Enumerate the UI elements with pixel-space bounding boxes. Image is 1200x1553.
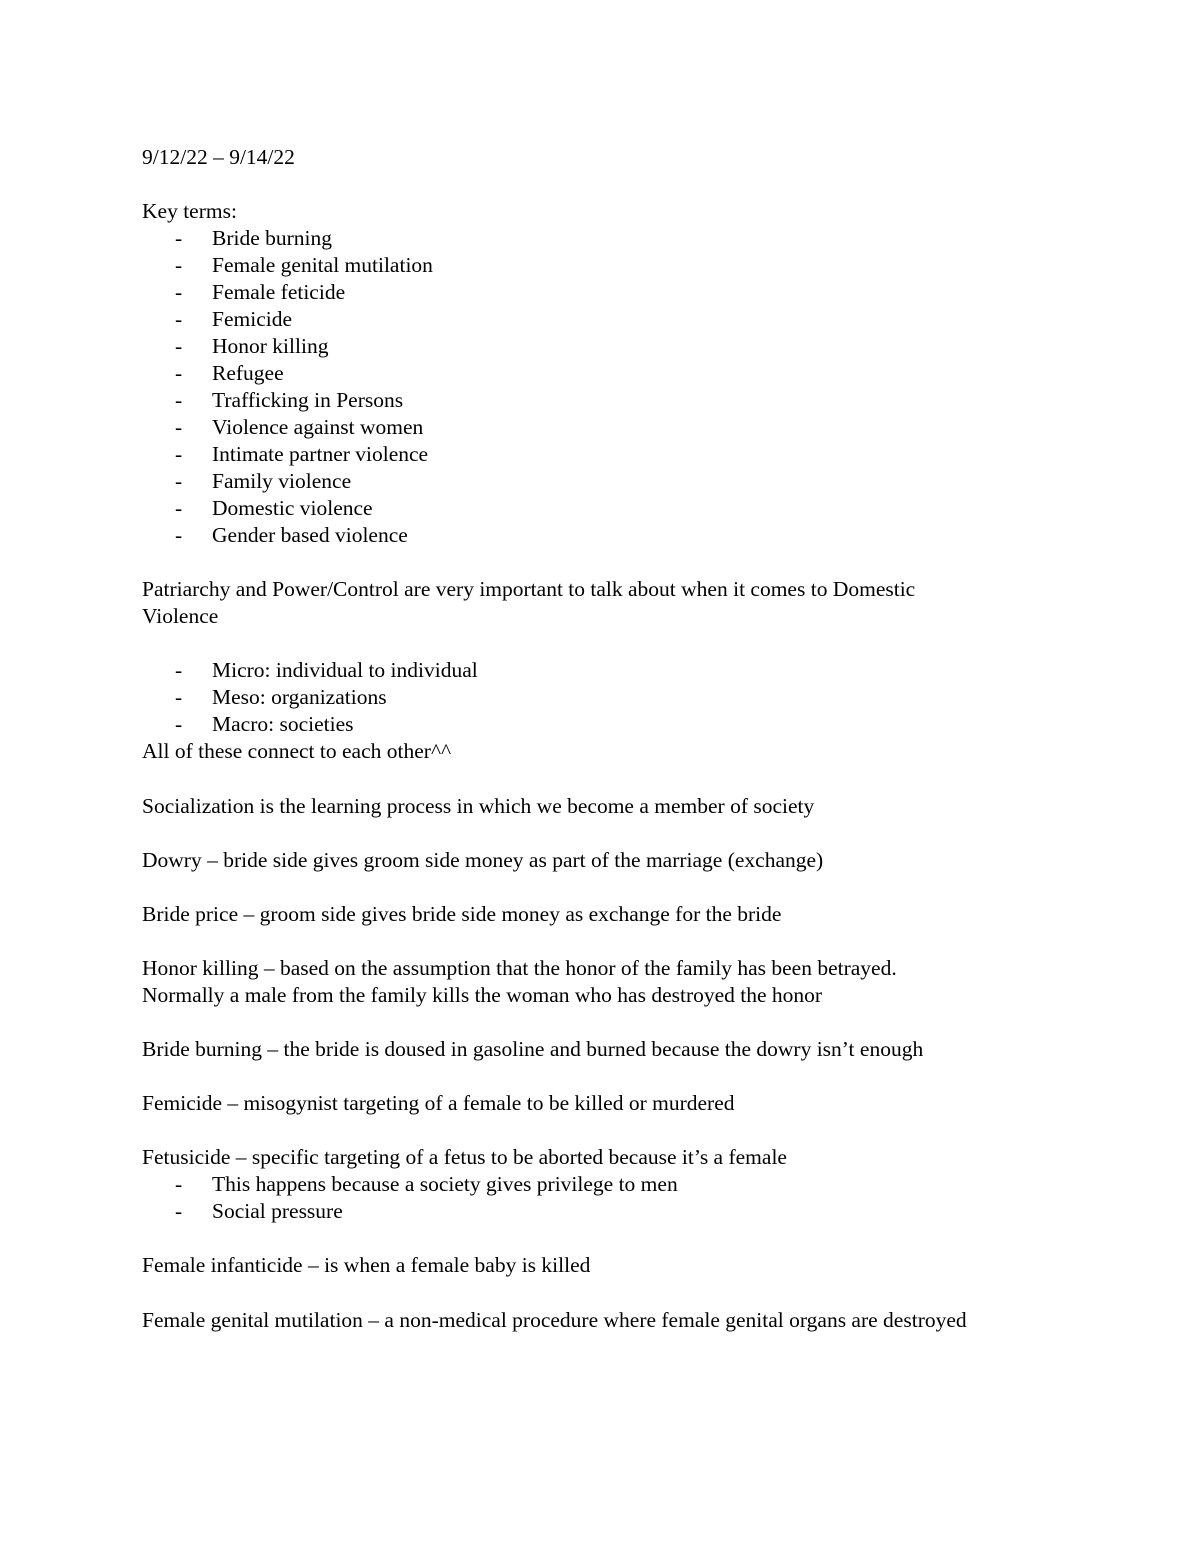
patriarchy-paragraph-line1: Patriarchy and Power/Control are very important to talk about when it comes to Domestic [142, 577, 916, 601]
bullet: - [175, 442, 183, 466]
bullet: - [175, 658, 183, 682]
bullet: - [175, 388, 183, 412]
key-term-item: Violence against women [212, 415, 424, 439]
bullet: - [175, 307, 183, 331]
key-term-item: Female genital mutilation [212, 253, 433, 277]
bullet: - [175, 226, 183, 250]
honor-killing-definition-line1: Honor killing – based on the assumption that the honor of the family has been betrayed. [142, 956, 897, 980]
bullet: - [175, 523, 183, 547]
level-item-micro: Micro: individual to individual [212, 658, 478, 682]
key-term-item: Gender based violence [212, 523, 408, 547]
honor-killing-definition-line2: Normally a male from the family kills the woman who has destroyed the honor [142, 983, 823, 1007]
key-term-item: Femicide [212, 307, 293, 331]
bride-burning-definition: Bride burning – the bride is doused in gasoline and burned because the dowry isn’t enough [142, 1037, 924, 1061]
bullet: - [175, 712, 183, 736]
bullet: - [175, 361, 183, 385]
key-term-item: Family violence [212, 469, 352, 493]
dowry-definition: Dowry – bride side gives groom side money as part of the marriage (exchange) [142, 848, 824, 872]
bullet: - [175, 1172, 183, 1196]
key-terms-heading: Key terms: [142, 199, 237, 223]
femicide-definition: Femicide – misogynist targeting of a female to be killed or murdered [142, 1091, 735, 1115]
bullet: - [175, 685, 183, 709]
bullet: - [175, 1199, 183, 1223]
female-infanticide-definition: Female infanticide – is when a female baby is killed [142, 1253, 591, 1277]
key-term-item: Bride burning [212, 226, 333, 250]
fetusicide-item: Social pressure [212, 1199, 343, 1223]
key-term-item: Trafficking in Persons [212, 388, 404, 412]
socialization-definition: Socialization is the learning process in which we become a member of society [142, 794, 815, 818]
date-range: 9/12/22 – 9/14/22 [142, 145, 295, 169]
key-term-item: Intimate partner violence [212, 442, 429, 466]
bullet: - [175, 496, 183, 520]
fgm-definition: Female genital mutilation – a non-medical procedure where female genital organs are destroyed [142, 1308, 967, 1332]
key-term-item: Honor killing [212, 334, 329, 358]
key-term-item: Refugee [212, 361, 284, 385]
bride-price-definition: Bride price – groom side gives bride side money as exchange for the bride [142, 902, 782, 926]
key-term-item: Domestic violence [212, 496, 373, 520]
levels-note: All of these connect to each other^^ [142, 739, 452, 763]
key-term-item: Female feticide [212, 280, 346, 304]
level-item-macro: Macro: societies [212, 712, 354, 736]
bullet: - [175, 280, 183, 304]
fetusicide-item: This happens because a society gives privilege to men [212, 1172, 678, 1196]
patriarchy-paragraph-line2: Violence [142, 604, 219, 628]
bullet: - [175, 469, 183, 493]
bullet: - [175, 334, 183, 358]
bullet: - [175, 253, 183, 277]
fetusicide-definition: Fetusicide – specific targeting of a fetus to be aborted because it’s a female [142, 1145, 787, 1169]
bullet: - [175, 415, 183, 439]
level-item-meso: Meso: organizations [212, 685, 387, 709]
